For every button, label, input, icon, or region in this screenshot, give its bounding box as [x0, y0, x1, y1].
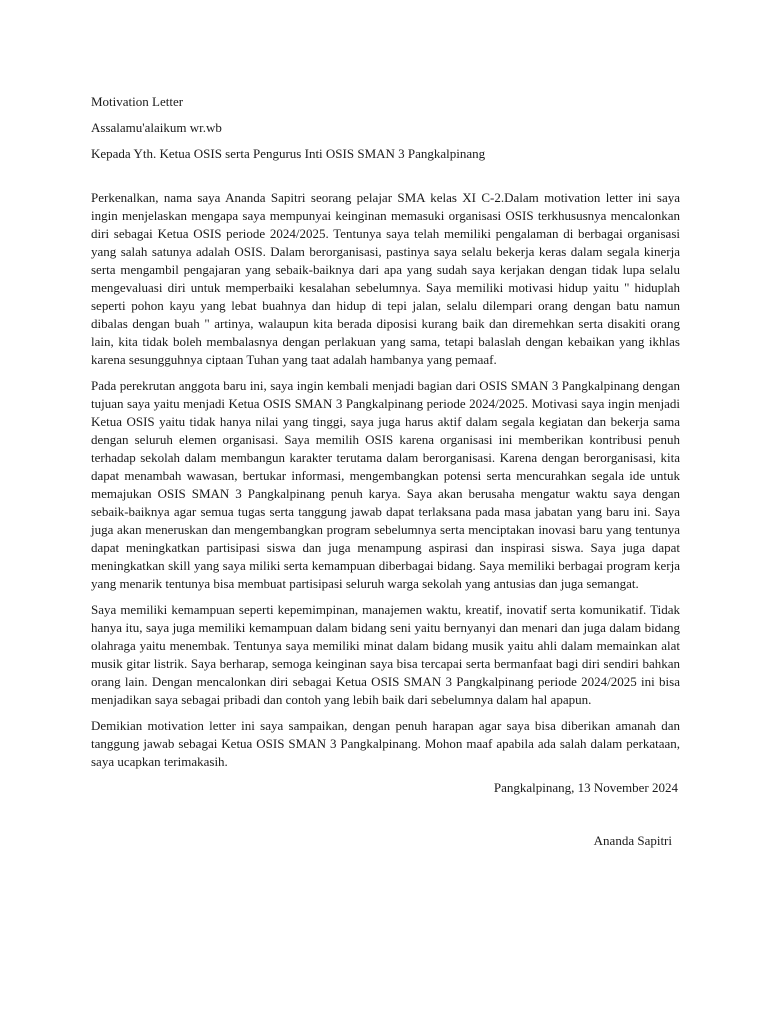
letter-page — [91, 93, 680, 850]
body-paragraph-2: Pada perekrutan anggota baru ini, saya ingin kembali menjadi bagian dari OSIS SMAN 3 Pangkalpinang dengan tujuan saya yaitu menjadi Ketua OSIS SMAN 3 Pangkalpinang periode 2024/2025. Motivasi saya ingin menjadi Ketua OSIS yaitu tidak hanya nilai yang tinggi, saya juga harus aktif dalam segala kegiatan dan bekerja sama dengan seluruh elemen organisasi. Saya memilih OSIS karena organisasi ini memberikan kontribusi penuh terhadap sekolah dalam membangun karakter terutama dalam berorganisasi. Karena dengan berorganisasi, kita dapat menambah wawasan, bertukar informasi, mengembangkan potensi serta mencurahkan segala ide untuk memajukan OSIS SMAN 3 Pangkalpinang penuh karya. Saya akan berusaha mengatur waktu saya dengan sebaik-baiknya agar semua tugas serta tanggung jawab dapat terlaksana pada masa jabatan yang baru ini. Saya juga akan meneruskan dan mengembangkan program sebelumnya serta menciptakan inovasi baru yang tentunya dapat meningkatkan partisipasi siswa dan juga menampung aspirasi dan inspirasi siswa. Saya juga dapat meningkatkan skill yang saya miliki serta kemampuan diberbagai bidang. Saya memiliki berbagai program kerja yang menarik tentunya bisa membuat partisipasi seluruh warga sekolah yang antusias dan juga semangat. — [91, 378, 680, 591]
body-paragraph-1: Perkenalkan, nama saya Ananda Sapitri seorang pelajar SMA kelas XI C-2.Dalam motivation letter ini saya ingin menjelaskan mengapa saya mempunyai keinginan memasuki organisasi OSIS terkhususnya mencalonkan diri sebagai Ketua OSIS periode 2024/2025. Tentunya saya telah memiliki pengalaman di berbagai organisasi yang salah satunya adalah OSIS. Dalam berorganisasi, pastinya saya selalu bekerja keras dalam segala kinerja serta mengambil pengajaran yang sebaik-baiknya dari apa yang sudah saya kerjakan dengan tidak lupa selalu mengevaluasi diri untuk memperbaiki kesalahan sebelumnya. Saya memiliki motivasi hidup yaitu " hiduplah seperti pohon kayu yang lebat buahnya dan hidup di tepi jalan, selalu dilempari orang dengan batu namun dibalas dengan buah " artinya, walaupun kita berada diposisi kurang baik dan diremehkan serta disakiti orang lain, kita tidak boleh membalasnya dengan perlakuan yang sama, tetapi balaslah dengan kebaikan yang ikhlas karena sesungguhnya ciptaan Tuhan yang taat adalah hambanya yang pemaaf. — [91, 190, 680, 367]
place-date: Pangkalpinang, 13 November 2024 — [493, 780, 678, 795]
body-paragraph-4: Demikian motivation letter ini saya sampaikan, dengan penuh harapan agar saya bisa diberikan amanah dan tanggung jawab sebagai Ketua OSIS SMAN 3 Pangkalpinang. Mohon maaf apabila ada salah dalam perkataan, saya ucapkan terimakasih. — [91, 718, 680, 769]
signature-name: Ananda Sapitri — [593, 833, 672, 848]
body-paragraph-3: Saya memiliki kemampuan seperti kepemimpinan, manajemen waktu, kreatif, inovatif serta komunikatif. Tidak hanya itu, saya juga memiliki kemampuan dalam bidang seni yaitu bernyanyi dan menari dan juga dalam bidang olahraga yaitu menembak. Tentunya saya memiliki minat dalam bidang musik yaitu ahli dalam memainkan alat musik gitar listrik. Saya berharap, semoga keinginan saya bisa tercapai serta bermanfaat bagi diri sendiri bahkan orang lain. Dengan mencalonkan diri sebagai Ketua OSIS SMAN 3 Pangkalpinang periode 2024/2025 ini bisa menjadikan saya sebagai pribadi dan contoh yang lebih baik dari sebelumnya dalam hal apapun. — [91, 602, 680, 707]
letter-greeting: Assalamu'alaikum wr.wb — [91, 120, 222, 135]
letter-recipient: Kepada Yth. Ketua OSIS serta Pengurus Inti OSIS SMAN 3 Pangkalpinang — [91, 146, 486, 161]
letter-title: Motivation Letter — [91, 94, 184, 109]
